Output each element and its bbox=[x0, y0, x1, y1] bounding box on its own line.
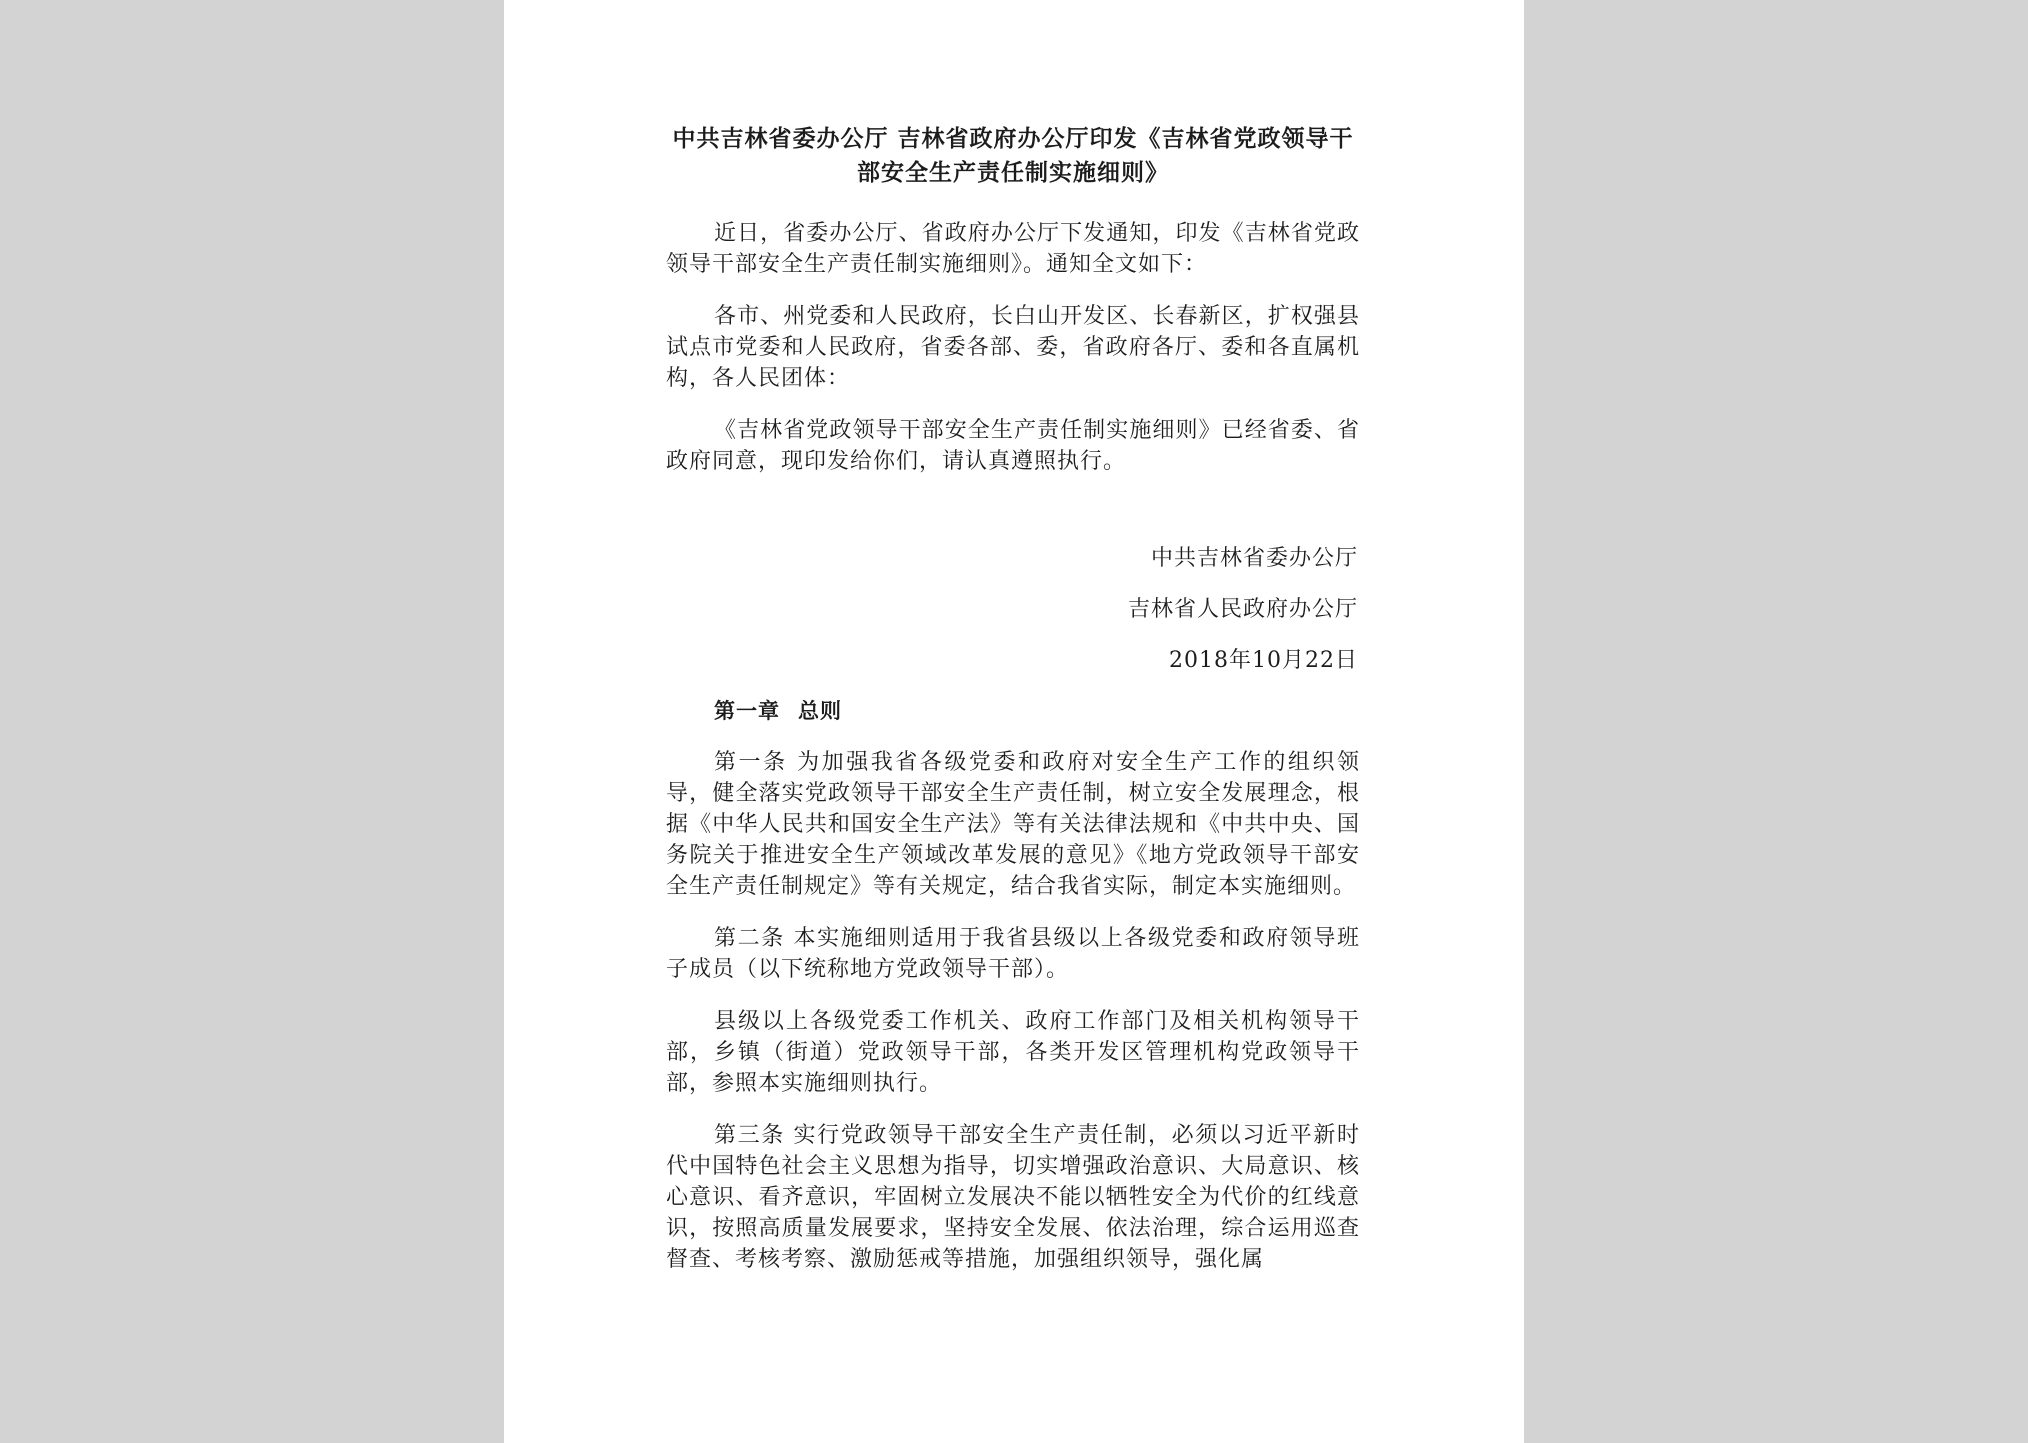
signature-org-2: 吉林省人民政府办公厅 bbox=[1127, 597, 1358, 622]
article-paragraph: 县级以上各级党委工作机关、政府工作部门及相关机构领导干部，乡镇（街道）党政领导干部，各类开发区管理机构党政领导干部，参照本实施细则执行。 bbox=[666, 1009, 1360, 1096]
chapter-name: 总则 bbox=[798, 699, 842, 723]
signature-date: 2018年10月22日 bbox=[1169, 648, 1358, 673]
document-page bbox=[504, 0, 1524, 1443]
recipients-paragraph: 各市、州党委和人民政府，长白山开发区、长春新区，扩权强县试点市党委和人民政府，省委各部、委，省政府各厅、委和各直属机构，各人民团体： bbox=[666, 304, 1360, 391]
chapter-heading bbox=[714, 696, 1360, 727]
signature-org-1: 中共吉林省委办公厅 bbox=[1150, 546, 1358, 571]
article-paragraph: 第一条 为加强我省各级党委和政府对安全生产工作的组织领导，健全落实党政领导干部安全生产责任制，树立安全发展理念，根据《中华人民共和国安全生产法》等有关法律法规和《中共中央、国务院关于推进安全生产领域改革发展的意见》《地方党政领导干部安全生产责任制规定》等有关规定，结合我省实际，制定本实施细则。 bbox=[666, 750, 1360, 899]
intro-paragraph: 近日，省委办公厅、省政府办公厅下发通知，印发《吉林省党政领导干部安全生产责任制实施细则》。通知全文如下： bbox=[666, 221, 1360, 277]
document-title-line-2: 部安全生产责任制实施细则》 bbox=[857, 160, 1169, 186]
document-title-line-1: 中共吉林省委办公厅 吉林省政府办公厅印发《吉林省党政领导干 bbox=[672, 126, 1354, 152]
notice-paragraph: 《吉林省党政领导干部安全生产责任制实施细则》已经省委、省政府同意，现印发给你们，请认真遵照执行。 bbox=[666, 418, 1360, 474]
signature-block bbox=[666, 543, 1360, 676]
article-paragraph: 第二条 本实施细则适用于我省县级以上各级党委和政府领导班子成员（以下统称地方党政领导干部）。 bbox=[666, 926, 1360, 982]
article-paragraph: 第三条 实行党政领导干部安全生产责任制，必须以习近平新时代中国特色社会主义思想为指导，切实增强政治意识、大局意识、核心意识、看齐意识，牢固树立发展决不能以牺牲安全为代价的红线意识，按照高质量发展要求，坚持安全发展、依法治理，综合运用巡查督查、考核考察、激励惩戒等措施，加强组织领导，强化属 bbox=[666, 1123, 1360, 1272]
document-title bbox=[666, 122, 1360, 190]
chapter-number: 第一章 bbox=[714, 699, 780, 723]
